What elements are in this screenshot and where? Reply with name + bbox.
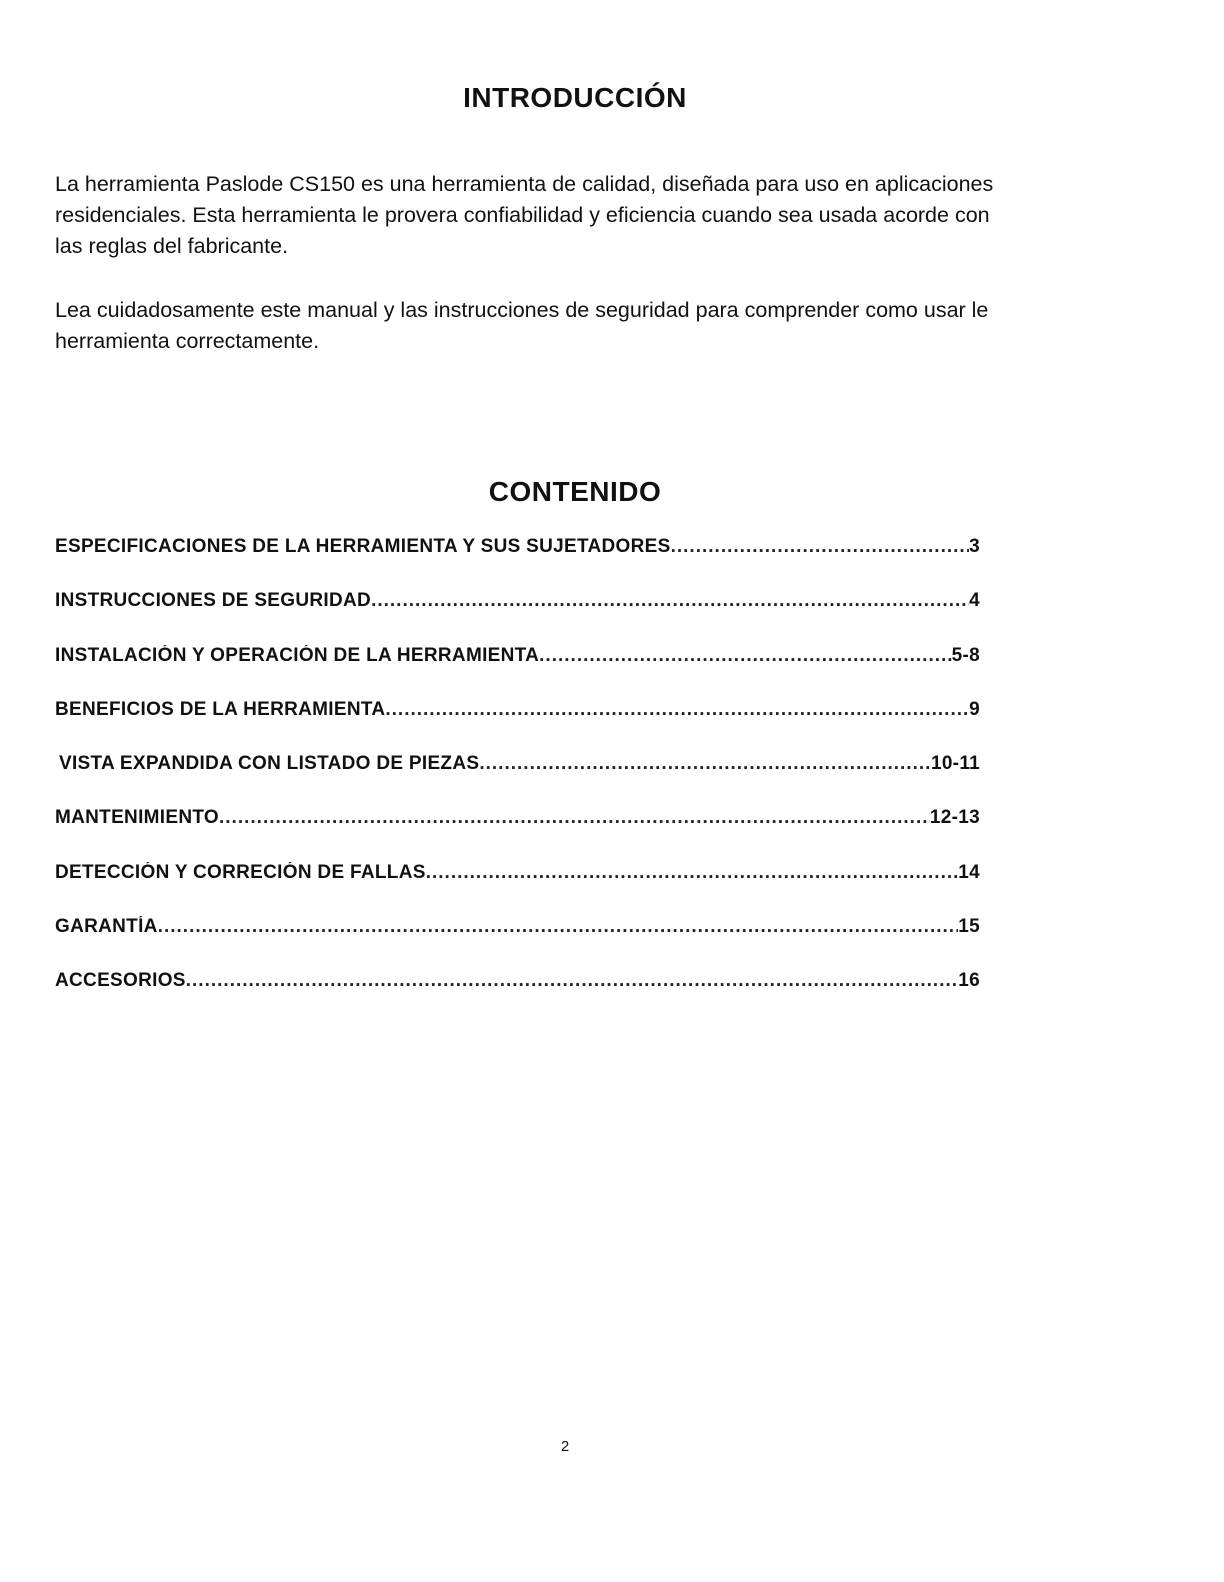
contents-heading: CONTENIDO <box>488 476 662 507</box>
toc-entry-page: 15 <box>958 916 980 938</box>
toc-entry-page: 16 <box>958 970 980 992</box>
toc-leader-dots <box>479 753 931 775</box>
toc-entry-page: 10-11 <box>930 753 980 775</box>
toc-entry-page: 9 <box>969 698 980 720</box>
toc-entry-label: INSTALACIÓN Y OPERACIÓN DE LA HERRAMIENTA <box>55 644 540 666</box>
toc-entry-page: 4 <box>969 590 980 612</box>
intro-paragraph-1-line-2: residenciales. Esta herramienta le provera confiabilidad y eficiencia cuando sea usada acorde con <box>55 203 990 227</box>
intro-heading: INTRODUCCIÓN <box>463 82 687 113</box>
toc-entry-label: INSTRUCCIONES DE SEGURIDAD <box>55 590 372 612</box>
toc-leader-dots <box>539 645 951 667</box>
toc-entry-page: 3 <box>969 536 980 557</box>
toc-entry[interactable] <box>55 970 980 1024</box>
toc-entry-label: ESPECIFICACIONES DE LA HERRAMIENTA Y SUS SUJETADORES <box>55 536 671 557</box>
toc-leader-dots <box>426 862 959 884</box>
toc-entry[interactable] <box>55 536 980 590</box>
toc-entry[interactable] <box>55 590 980 644</box>
toc-entry[interactable] <box>55 753 980 807</box>
toc-leader-dots <box>371 590 969 612</box>
toc-leader-dots <box>385 699 969 721</box>
intro-paragraph-1-line-1: La herramienta Paslode CS150 es una herramienta de calidad, diseñada para uso en aplicaciones <box>55 172 994 196</box>
toc-entry-label: ACCESORIOS <box>55 970 186 992</box>
table-of-contents <box>55 536 980 1025</box>
toc-entry-page: 12-13 <box>929 807 980 829</box>
intro-paragraph-1-line-3: las reglas del fabricante. <box>55 234 289 258</box>
toc-entry-label: MANTENIMIENTO <box>55 807 219 829</box>
toc-entry-page: 5-8 <box>951 644 980 666</box>
toc-entry-label: DETECCIÓN Y CORRECIÓN DE FALLAS <box>55 861 426 883</box>
toc-entry[interactable] <box>55 807 980 861</box>
toc-leader-dots <box>219 807 930 829</box>
intro-paragraph-2-line-1: Lea cuidadosamente este manual y las instrucciones de seguridad para comprender como usar le <box>55 298 989 322</box>
toc-leader-dots <box>186 970 959 992</box>
intro-paragraph-2-line-2: herramienta correctamente. <box>55 329 320 353</box>
toc-entry-label: GARANTÍA <box>55 916 158 938</box>
toc-entry-label: BENEFICIOS DE LA HERRAMIENTA <box>55 698 386 720</box>
toc-entry-label: VISTA EXPANDIDA CON LISTADO DE PIEZAS <box>59 753 480 775</box>
toc-entry[interactable] <box>55 916 980 970</box>
toc-leader-dots <box>158 916 959 938</box>
toc-leader-dots <box>671 536 970 558</box>
intro-paragraph-1 <box>55 169 1045 262</box>
toc-entry[interactable] <box>55 699 980 753</box>
toc-entry[interactable] <box>55 862 980 916</box>
intro-paragraph-2 <box>55 295 1045 357</box>
toc-entry[interactable] <box>55 645 980 699</box>
page-number: 2 <box>560 1438 570 1455</box>
toc-entry-page: 14 <box>958 861 980 883</box>
